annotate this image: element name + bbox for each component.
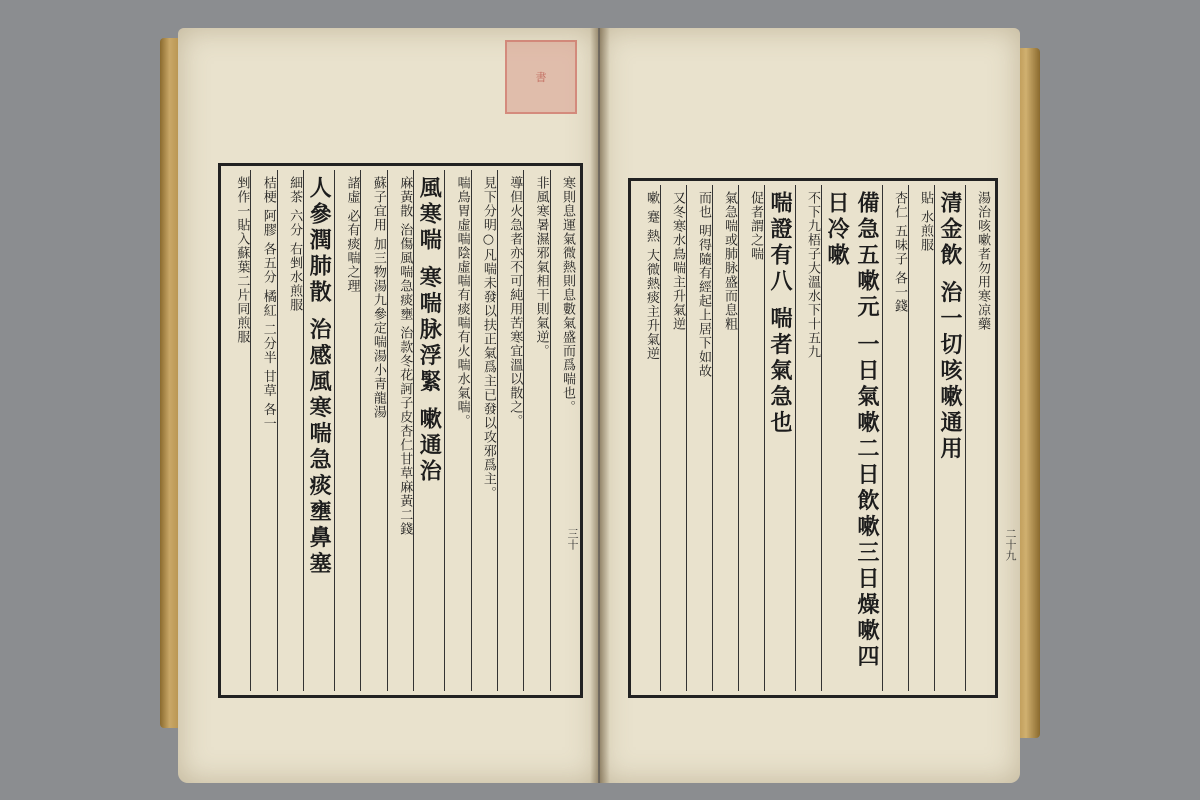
section-heading: 清金飲 治一切咳嗽通用 [934, 185, 965, 691]
text-column: 諸虛 必有痰喘之理 [334, 170, 360, 691]
left-text-frame [218, 163, 583, 698]
book-gutter [590, 28, 610, 783]
left-columns [225, 170, 576, 691]
right-text-frame [628, 178, 998, 698]
text-column: 喘鳥胃虛喘陰虛喘有痰喘有火喘水氣喘。 [444, 170, 470, 691]
folio-number-left: 三十 [566, 528, 579, 550]
section-heading: 人參潤肺散 治感風寒喘急痰壅鼻塞 [303, 170, 334, 691]
text-column: 導但火急者亦不可純用苦寒宜溫以散之。 [497, 170, 523, 691]
text-column: 嗽 蹇 熱 大微熱痰主升氣逆 [644, 191, 659, 361]
text-column: 非風寒暑濕邪氣相干則氣逆。 [523, 170, 549, 691]
library-seal-stamp: 書 [505, 40, 577, 114]
text-column: 氣急喘或肺脉盛而息粗 [712, 185, 738, 691]
text-column: 寒則息運氣微熱則息數氣盛而爲喘也。 [550, 170, 576, 691]
section-heading: 風寒喘 寒喘脉浮緊 嗽通治 [413, 170, 444, 691]
book [160, 18, 1040, 788]
text-column: 湯治咳嗽者勿用寒凉藥 [965, 185, 991, 691]
text-column: 蘇子宜用 加三物湯九參定喘湯小青龍湯 [360, 170, 386, 691]
left-page [178, 28, 598, 783]
section-heading: 喘證有八 喘者氣急也 [764, 185, 795, 691]
text-column: 桔梗 阿膠 各五分 橘紅 二分半 甘草 各一 [250, 170, 276, 691]
folio-number-right: 二十九 [1004, 528, 1017, 561]
text-column: 剉作一貼入蘇葉二片同煎服 [234, 176, 250, 344]
text-column: 見下分明○凡喘未發以扶正氣爲主已發以攻邪爲主。 [471, 170, 497, 691]
right-columns [635, 185, 991, 691]
text-column: 杏仁 五味子 各一錢 [882, 185, 908, 691]
text-column: 而也 明得隨有經起上居下如故 [686, 185, 712, 691]
text-column: 不下九梧子大溫水下十五九 [795, 185, 821, 691]
text-column: 細茶 六分 右剉水煎服 [277, 170, 303, 691]
right-page [600, 28, 1020, 783]
text-column: 又冬寒水鳥喘主升氣逆 [660, 185, 686, 691]
text-column: 麻黃散 治傷風喘急痰壅 治款冬花訶子皮杏仁甘草麻黃二錢 [387, 170, 413, 691]
section-heading: 備急五嗽元 一日氣嗽二日飲嗽三日燥嗽四日冷嗽 [821, 185, 882, 691]
text-column: 貼 水煎服 [908, 185, 934, 691]
text-column: 促者謂之喘 [738, 185, 764, 691]
